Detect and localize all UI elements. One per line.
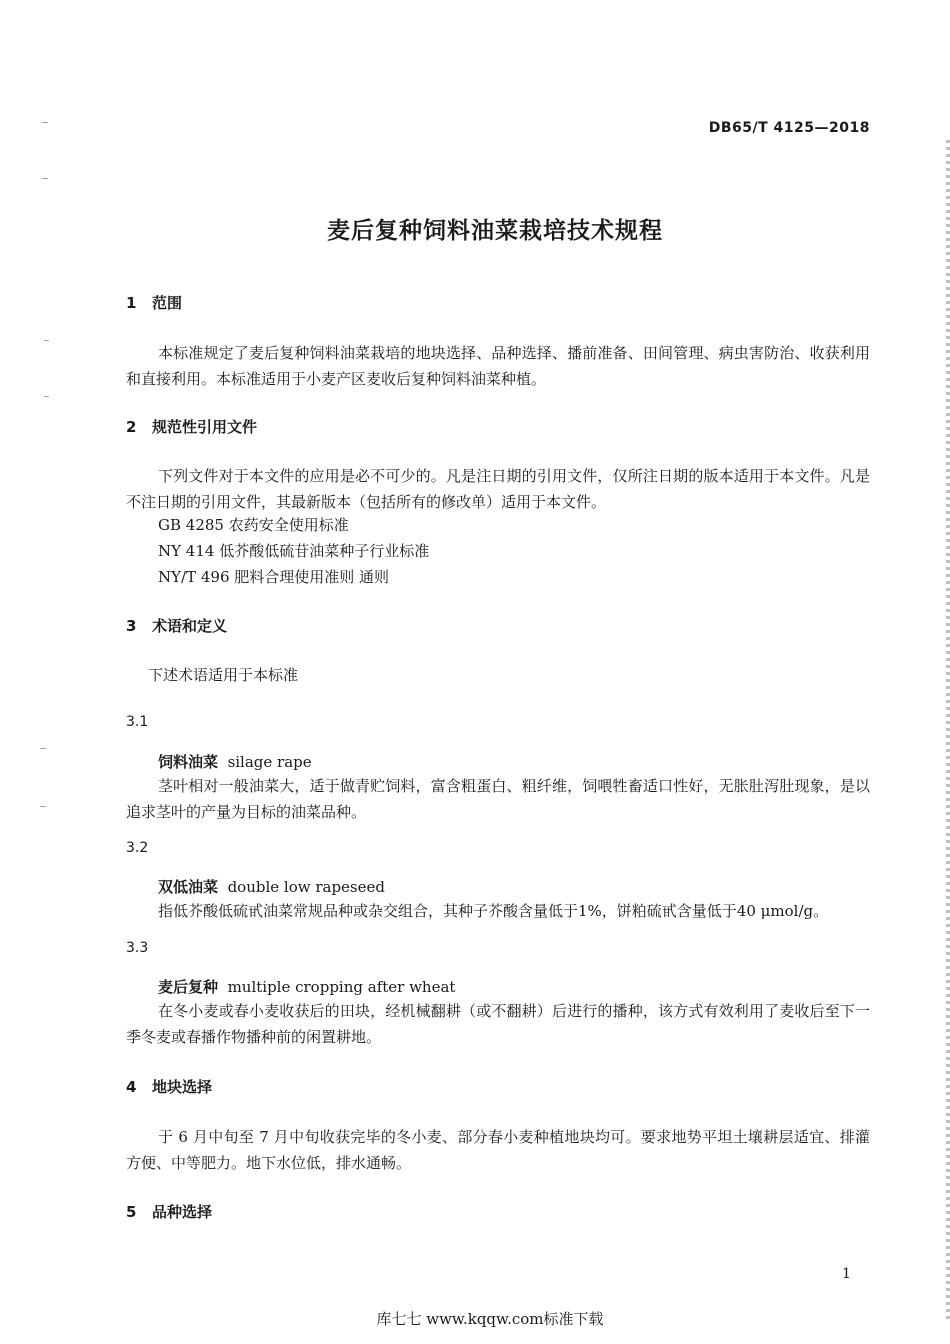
section-1-body: 本标准规定了麦后复种饲料油菜栽培的地块选择、品种选择、播前准备、田间管理、病虫害防治、收获利用和直接利用。本标准适用于小麦产区麦收后复种饲料油菜种植。 [126,344,870,388]
footer-watermark: 库七七 www.kqqw.com标准下载 [376,1310,604,1328]
section-title: 地块选择 [152,1078,213,1096]
section-4-body: 于 6 月中旬至 7 月中旬收获完毕的冬小麦、部分春小麦种植地块均可。要求地势平坦土壤耕层适宜、排灌方便、中等肥力。地下水位低，排水通畅。 [126,1128,870,1172]
section-title: 术语和定义 [152,617,228,635]
term-chinese: 麦后复种 [158,978,219,996]
section-number: 4 [126,1078,137,1096]
reference-item: NY 414 低芥酸低硫苷油菜种子行业标准 [158,542,430,560]
section-title: 品种选择 [152,1203,213,1221]
scan-mark [44,396,49,397]
section-number: 1 [126,294,137,312]
scan-mark [44,340,49,341]
term-definition: 茎叶相对一般油菜大，适于做青贮饲料，富含粗蛋白、粗纤维，饲喂牲畜适口性好，无胀肚泻肚现象，是以追求茎叶的产量为目标的油菜品种。 [126,777,870,821]
scan-mark [42,178,48,179]
section-heading-3 [126,615,227,636]
section-number: 2 [126,418,137,436]
term-chinese: 双低油菜 [158,878,219,896]
section-number: 3 [126,617,137,635]
term-entry [158,751,312,772]
reference-item: GB 4285 农药安全使用标准 [158,516,349,534]
term-number: 3.3 [126,940,149,956]
page-number: 1 [842,1266,851,1282]
term-definition: 指低芥酸低硫甙油菜常规品种或杂交组合，其种子芥酸含量低于1%，饼粕硫甙含量低于40 μmol/g。 [158,902,829,920]
term-chinese: 饲料油菜 [158,753,219,771]
section-heading-1 [126,292,182,313]
section-heading-2 [126,416,257,437]
document-title: 麦后复种饲料油菜栽培技术规程 [327,218,663,244]
section-title: 规范性引用文件 [152,418,258,436]
term-entry [158,876,385,897]
scan-mark [40,806,46,807]
term-definition: 在冬小麦或春小麦收获后的田块，经机械翻耕（或不翻耕）后进行的播种，该方式有效利用了麦收后至下一季冬麦或春播作物播种前的闲置耕地。 [126,1002,870,1046]
section-title: 范围 [152,294,183,312]
term-number: 3.2 [126,840,149,856]
scan-mark [42,122,48,123]
scan-mark [40,748,46,749]
section-2-body: 下列文件对于本文件的应用是必不可少的。凡是注日期的引用文件，仅所注日期的版本适用于本文件。凡是不注日期的引用文件，其最新版本（包括所有的修改单）适用于本文件。 [126,467,870,511]
reference-item: NY/T 496 肥料合理使用准则 通则 [158,568,390,586]
term-number: 3.1 [126,714,149,730]
section-3-intro: 下述术语适用于本标准 [148,666,299,684]
scan-edge-artifact [946,140,950,1320]
term-english: silage rape [227,753,312,771]
section-number: 5 [126,1203,137,1221]
standard-code: DB65/T 4125—2018 [708,120,870,136]
term-entry [158,976,455,997]
section-heading-4 [126,1076,212,1097]
section-heading-5 [126,1201,212,1222]
term-english: multiple cropping after wheat [227,978,456,996]
term-english: double low rapeseed [227,878,385,896]
